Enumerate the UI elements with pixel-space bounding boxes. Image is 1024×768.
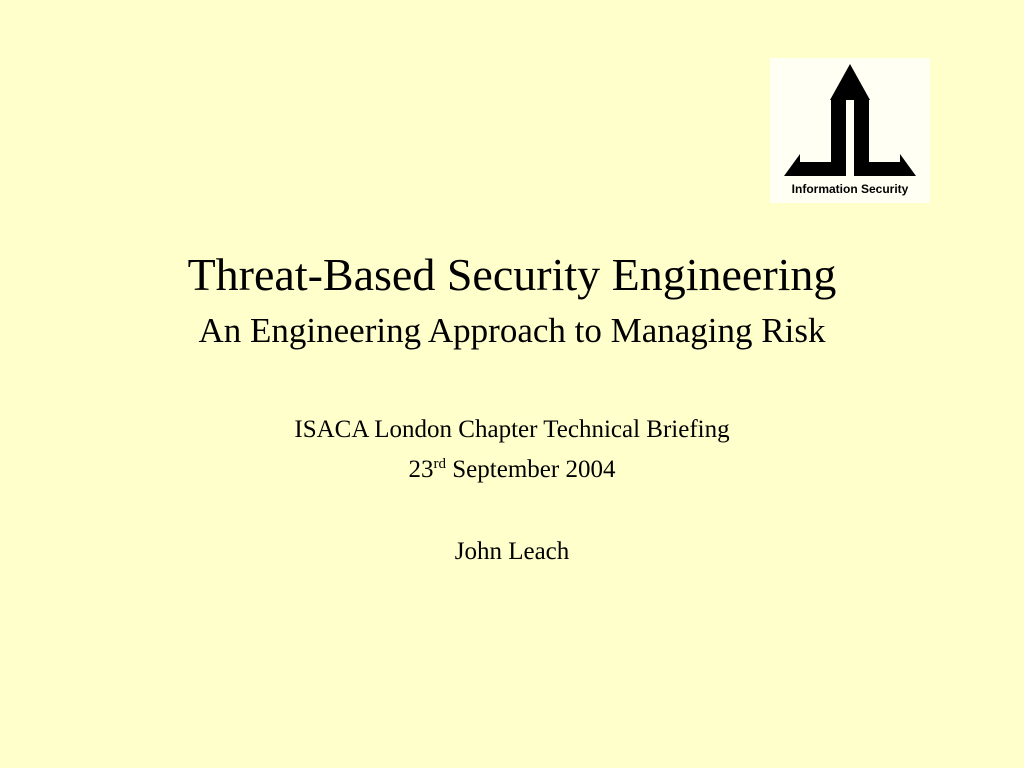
- slide-title: Threat-Based Security Engineering: [187, 249, 837, 300]
- title-block: [0, 246, 1024, 354]
- arrow-logo-icon: [770, 58, 930, 183]
- date-suffix: rd: [433, 456, 447, 472]
- information-security-logo: [770, 58, 930, 203]
- event-name: ISACA London Chapter Technical Briefing: [294, 416, 730, 443]
- date-day: 23: [408, 456, 434, 483]
- presentation-date: [0, 450, 1024, 490]
- presentation-details: [0, 410, 1024, 572]
- date-rest: September 2004: [446, 456, 616, 483]
- logo-caption: Information Security: [791, 182, 909, 196]
- author-name: John Leach: [454, 538, 570, 565]
- slide-subtitle: An Engineering Approach to Managing Risk: [198, 311, 826, 350]
